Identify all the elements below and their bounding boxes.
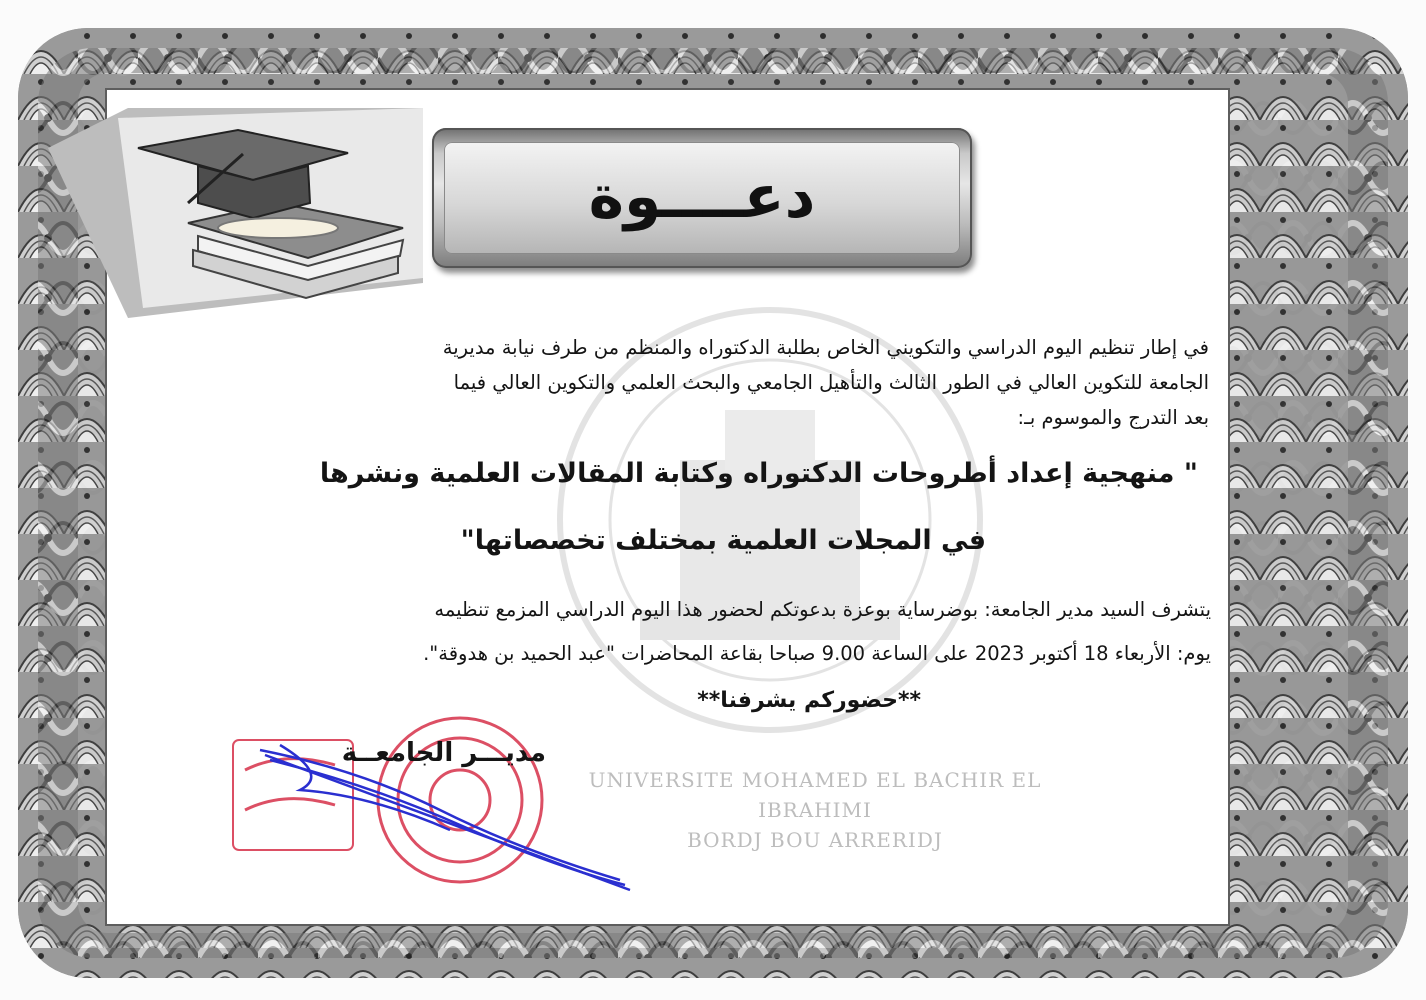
page-title: دعــــوة xyxy=(588,162,816,232)
details-paragraph xyxy=(201,588,1211,676)
topic-title-line-2: في المجلات العلمية بمختلف تخصصاتها" xyxy=(460,525,986,556)
topic-title-line-1: " منهجية إعداد أطروحات الدكتوراه وكتابة المقالات العلمية ونشرها xyxy=(319,458,1198,489)
details-line: يوم: الأربعاء 18 أكتوبر 2023 على الساعة 9.00 صباحا بقاعة المحاضرات "عبد الحميد بن هدوقة". xyxy=(423,642,1211,665)
watermark-line: UNIVERSITE MOHAMED EL BACHIR EL IBRAHIMI xyxy=(588,768,1042,822)
intro-line: الجامعة للتكوين العالي في الطور الثالث والتأهيل الجامعي والبحث العلمي والتكوين العالي فيما xyxy=(453,371,1209,394)
intro-line: في إطار تنظيم اليوم الدراسي والتكويني الخاص بطلبة الدكتوراه والمنظم من طرف نيابة مديرية xyxy=(442,336,1209,359)
watermark-text xyxy=(585,765,1045,855)
title-banner-inner xyxy=(444,142,960,254)
intro-paragraph xyxy=(209,330,1209,435)
details-line: يتشرف السيد مدير الجامعة: بوضرساية بوعزة بدعوتكم لحضور هذا اليوم الدراسي المزمع تنظيمه xyxy=(434,598,1211,621)
watermark-line: BORDJ BOU ARRERIDJ xyxy=(687,828,943,852)
intro-line: بعد التدرج والموسوم بـ: xyxy=(1017,406,1209,429)
closing-phrase: **حضوركم يشرفنا** xyxy=(697,688,921,713)
signatory-title: مديـــر الجامعــة xyxy=(341,738,546,768)
title-banner xyxy=(432,128,972,268)
graduation-cap-books-image xyxy=(48,108,423,318)
